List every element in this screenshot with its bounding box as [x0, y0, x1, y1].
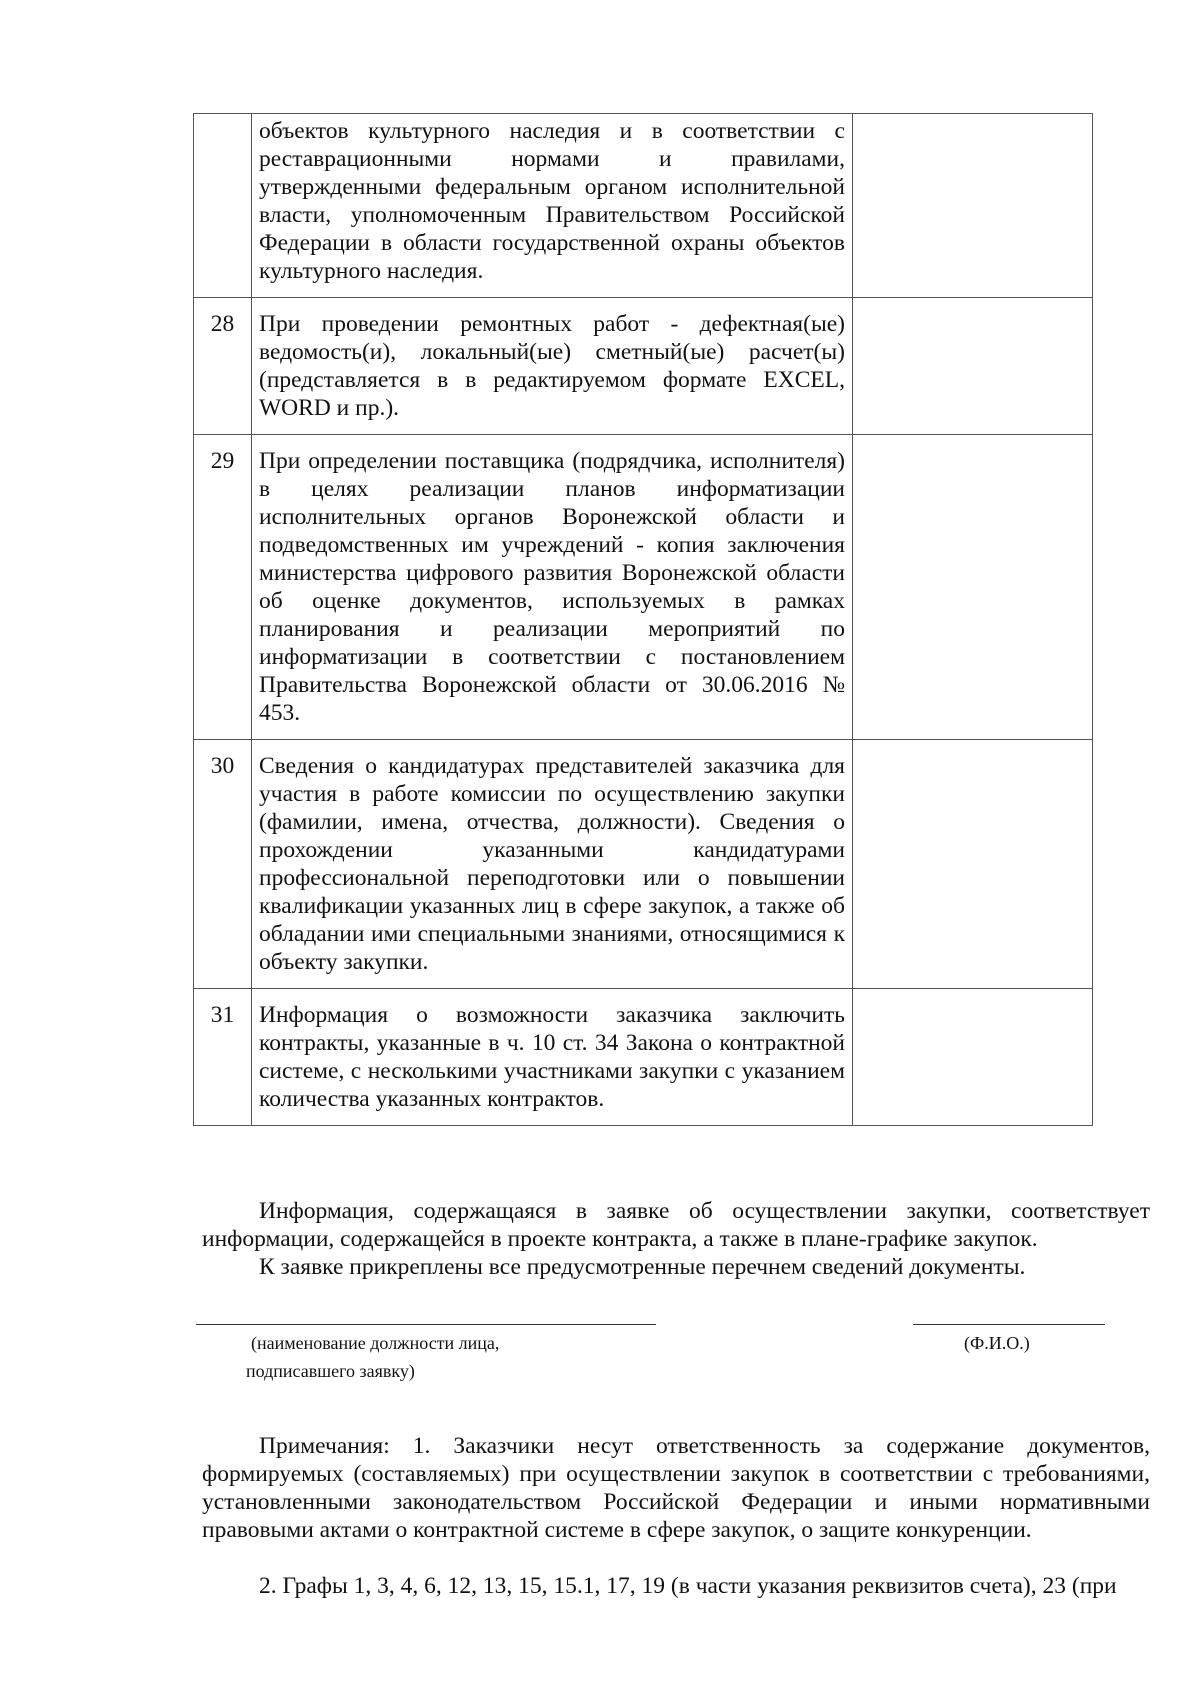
table-row — [194, 114, 1093, 298]
row-text: Сведения о кандидатурах представителей заказчика для участия в работе комиссии по осуществлению закупки (фамилии, имена, отчества, должности). Сведения о прохождении указанными кандидатурами профессиональной переподготовки или о повышении квалификации указанных лиц в сфере закупок, а также об обладании ими специальными знаниями, относящимися к объекту закупки. — [252, 740, 853, 989]
note-1: Примечания: 1. Заказчики несут ответственность за содержание документов, формируемых (составляемых) при осуществлении закупок в соответствии с требованиями, установленными законодательством Российской Федерации и иными нормативными правовыми актами о контрактной системе в сфере закупок, о защите конкуренции. — [202, 1433, 1150, 1543]
name-signature-line — [913, 1324, 1105, 1325]
table-row — [194, 298, 1093, 435]
name-caption: (Ф.И.О.) — [964, 1333, 1030, 1353]
row-empty-cell — [853, 989, 1093, 1126]
row-number: 31 — [194, 989, 252, 1126]
row-text: объектов культурного наследия и в соответствии с реставрационными нормами и правилами, утвержденными федеральным органом исполнительной власти, уполномоченным Правительством Российской Федерации в области государственной охраны объектов культурного наследия. — [252, 114, 853, 298]
table-row — [194, 435, 1093, 740]
row-number: 30 — [194, 740, 252, 989]
row-empty-cell — [853, 435, 1093, 740]
row-text: При проведении ремонтных работ - дефектная(ые) ведомость(и), локальный(ые) сметный(ые) расчет(ы) (представляется в в редактируемом формате EXCEL, WORD и пр.). — [252, 298, 853, 435]
requirements-table — [193, 113, 1093, 1126]
row-number: 29 — [194, 435, 252, 740]
row-number: 28 — [194, 298, 252, 435]
row-number — [194, 114, 252, 298]
row-empty-cell — [853, 740, 1093, 989]
note-2: 2. Графы 1, 3, 4, 6, 12, 13, 15, 15.1, 17, 19 (в части указания реквизитов счета), 23 (при — [259, 1573, 1117, 1599]
statement-paragraph: Информация, содержащаяся в заявке об осуществлении закупки, соответствует информации, содержащейся в проекте контракта, а также в плане-графике закупок. — [202, 1198, 1150, 1252]
row-empty-cell — [853, 298, 1093, 435]
position-caption-line1: (наименование должности лица, — [251, 1333, 500, 1353]
attachment-statement: К заявке прикреплены все предусмотренные перечнем сведений документы. — [259, 1254, 1026, 1280]
table-row — [194, 740, 1093, 989]
row-text: Информация о возможности заказчика заключить контракты, указанные в ч. 10 ст. 34 Закона о контрактной системе, с несколькими участниками закупки с указанием количества указанных контрактов. — [252, 989, 853, 1126]
position-signature-line — [196, 1324, 656, 1325]
position-caption-line2: подписавшего заявку) — [246, 1361, 415, 1381]
table-row — [194, 989, 1093, 1126]
row-empty-cell — [853, 114, 1093, 298]
row-text: При определении поставщика (подрядчика, исполнителя) в целях реализации планов информатизации исполнительных органов Воронежской области и подведомственных им учреждений - копия заключения министерства цифрового развития Воронежской области об оценке документов, используемых в рамках планирования и реализации мероприятий по информатизации в соответствии с постановлением Правительства Воронежской области от 30.06.2016 № 453. — [252, 435, 853, 740]
